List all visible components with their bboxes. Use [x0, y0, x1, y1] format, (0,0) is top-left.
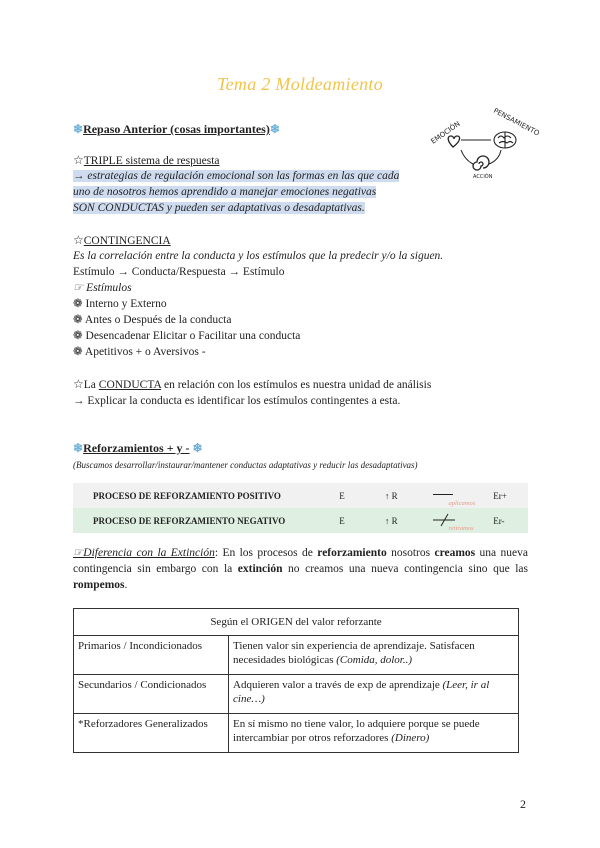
respuesta-cell: ↑ R [384, 490, 398, 501]
explicar-line: → Explicar la conducta es identificar los estímulos contingentes a esta. [73, 395, 401, 407]
pensamiento-label: PENSAMIENTO [492, 106, 541, 138]
bullet-item: ❁ Desencadenar Elicitar o Facilitar una conducta [73, 330, 301, 342]
note-retiramos: retiramos [448, 525, 474, 532]
table-row [74, 675, 519, 714]
bullet-item: ❁ Antes o Después de la conducta [73, 314, 232, 326]
triple-line-1: → estrategias de regulación emocional son las formas en las que cada [73, 170, 400, 182]
snowflake-icon: ❄ [189, 441, 203, 455]
bullet-icon: ❁ [73, 346, 85, 358]
estimulo-cell: E [339, 490, 345, 501]
reforzamiento-table [73, 483, 528, 533]
heart-icon [448, 136, 459, 147]
accion-cell [425, 508, 488, 533]
star-icon: ☆ [73, 153, 84, 167]
origen-tipo: *Reforzadores Generalizados [74, 714, 229, 753]
origen-tipo: Primarios / Incondicionados [74, 636, 229, 675]
table-row [73, 508, 528, 533]
star-icon: ☆ [73, 377, 84, 391]
brain-icon [494, 132, 516, 148]
emocion-label: EMOCIÓN [429, 119, 462, 146]
page-number: 2 [520, 797, 526, 811]
origen-table [73, 608, 519, 753]
triple-title: ☆TRIPLE sistema de respuesta [73, 153, 220, 167]
accion-cell [425, 483, 488, 508]
estimulo-cell: E [339, 515, 345, 526]
contingencia-title: ☆CONTINGENCIA [73, 233, 171, 247]
snowflake-icon: ❄ [73, 122, 84, 136]
contingencia-definition: Es la correlación entre la conducta y los estímulos que la predecir y/o la siguen. [73, 250, 444, 262]
bullet-icon: ❁ [73, 314, 85, 326]
bullet-item: ❁ Apetitivos + o Aversivos - [73, 346, 206, 358]
bullet-icon: ❁ [73, 330, 86, 342]
spiral-icon [473, 156, 489, 170]
origen-desc: Tienen valor sin experiencia de aprendizaje. Satisfacen necesidades biológicas (Comida, dolor..) [229, 636, 519, 675]
table-header-row [74, 609, 519, 636]
bullet-icon: ❁ [73, 298, 86, 310]
respuesta-cell: ↑ R [384, 515, 398, 526]
triple-line-3: SON CONDUCTAS y pueden ser adaptativas o desadaptativas. [73, 202, 365, 214]
apply-line [433, 494, 453, 495]
table-row [74, 636, 519, 675]
snowflake-icon: ❄ [73, 441, 84, 455]
refuerzo-subtitle: (Buscamos desarrollar/instaurar/mantener conductas adaptativas y reducir las desadaptativas) [73, 460, 418, 470]
origen-tipo: Secundarios / Condicionados [74, 675, 229, 714]
origen-header: Según el ORIGEN del valor reforzante [74, 609, 519, 636]
estimulos-label: ☞ Estímulos [73, 282, 132, 294]
extincion-paragraph: ☞Diferencia con la Extinción: En los procesos de reforzamiento nosotros creamos una nueva contingencia sin embargo con la extinción no creamos una nueva contingencia sino que las rompemos. [73, 547, 528, 591]
conducta-line: ☆La CONDUCTA en relación con los estímulos es nuestra unidad de análisis [73, 377, 432, 391]
proceso-name: PROCESO DE REFORZAMIENTO NEGATIVO [93, 515, 286, 526]
refuerzo-heading: ❄Reforzamientos + y - ❄ [73, 441, 203, 455]
page-title: Tema 2 Moldeamiento [216, 74, 384, 94]
accion-label: ACCIÓN [473, 174, 493, 180]
reforzador-cell: Er+ [493, 490, 507, 501]
proceso-name: PROCESO DE REFORZAMIENTO POSITIVO [93, 490, 281, 501]
triple-line-2: uno de nosotros hemos aprendido a manejar emociones negativas [73, 186, 377, 198]
bullet-item: ❁ Interno y Externo [73, 298, 167, 310]
note-aplicamos: aplicamos [448, 500, 476, 507]
reforzador-cell: Er- [493, 515, 505, 526]
cycle-arrow-right [489, 150, 501, 164]
snowflake-icon: ❄ [269, 122, 280, 136]
table-row [73, 483, 528, 508]
repaso-heading: ❄Repaso Anterior (cosas importantes)❄ [73, 122, 280, 136]
triple-response-diagram [425, 100, 565, 182]
contingencia-sequence: Estímulo → Conducta/Respuesta → Estímulo [73, 266, 285, 278]
table-row [74, 714, 519, 753]
origen-desc: Adquieren valor a través de exp de aprendizaje (Leer, ir al cine…) [229, 675, 519, 714]
origen-desc: En sí mismo no tiene valor, lo adquiere porque se puede intercambiar por otros reforzadores (Dinero) [229, 714, 519, 753]
cycle-arrow-left [461, 150, 473, 164]
star-icon: ☆ [73, 233, 84, 247]
